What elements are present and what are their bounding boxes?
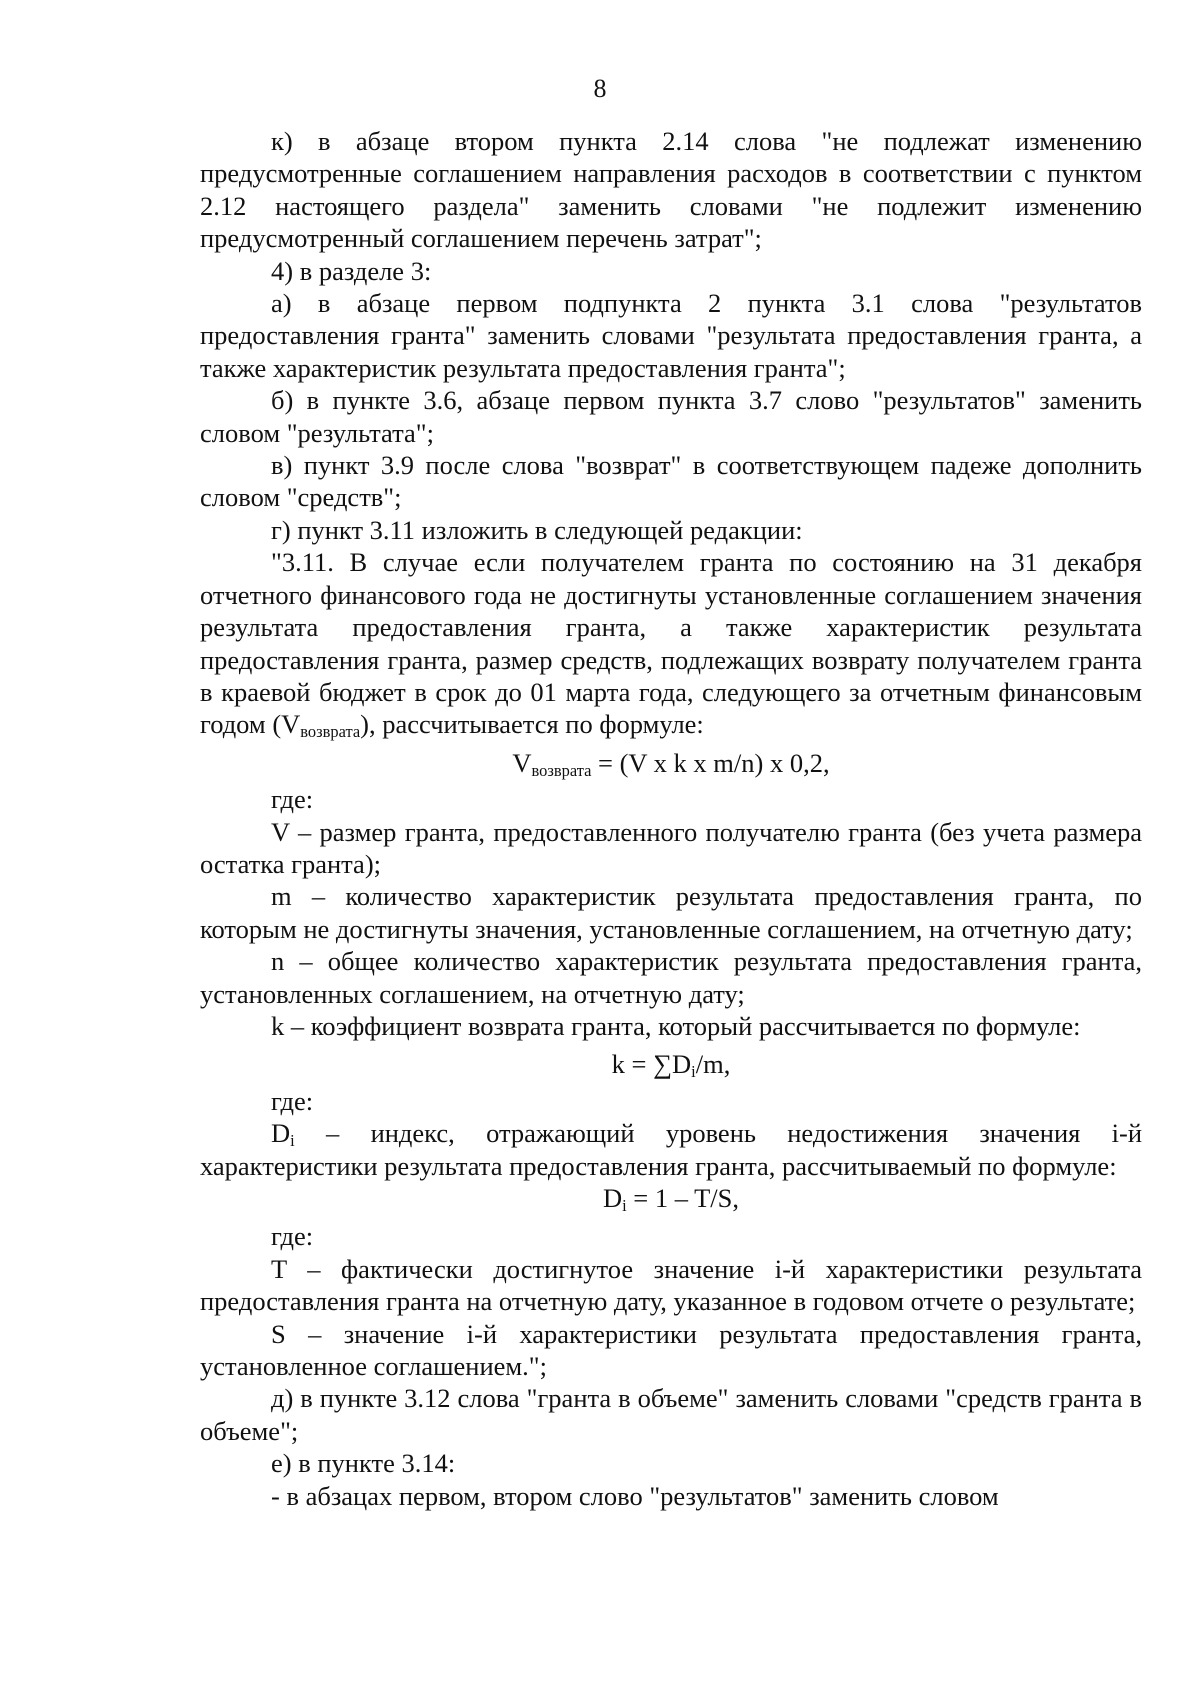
paragraph-section-3: 4) в разделе 3:	[271, 255, 432, 286]
paragraph-e-dash: - в абзацах первом, втором слово "результатов" заменить словом	[271, 1480, 999, 1511]
paragraph-g: г) пункт 3.11 изложить в следующей редакции:	[271, 514, 803, 545]
subscript-vozvrata: возврата	[300, 722, 361, 742]
definition-t: T – фактически достигнутое значение i-й характеристики результата предоставления гранта на отчетную дату, указанное в годовом отчете о результате;	[200, 1253, 1142, 1317]
definition-di-text: – индекс, отражающий уровень недостижения значения i-й характеристики результата предоставления гранта, рассчитываемый по формуле:	[200, 1118, 1142, 1181]
formula-di-sub: i	[622, 1196, 627, 1216]
formula-v-return	[200, 747, 1142, 779]
paragraph-3-11	[200, 546, 1142, 740]
definition-m: m – количество характеристик результата предоставления гранта, по которым не достигнуты значения, установленные соглашением, на отчетную дату;	[200, 881, 1142, 944]
document-body	[200, 125, 1142, 1512]
paragraph-b: б) в пункте 3.6, абзаце первом пункта 3.7 слово "результатов" заменить словом "результата";	[200, 385, 1142, 448]
definition-di-sub: i	[290, 1131, 295, 1151]
paragraph-3-11-text: "3.11. В случае если получателем гранта по состоянию на 31 декабря отчетного финансового года не достигнуты установленные соглашением значения результата предоставления гранта, а также характеристик результата предоставления гранта, размер средств, подлежащих возврату получателем гранта в краевой бюджет в срок до 01 марта года, следующего за отчетным финансовым годом (V	[200, 547, 1142, 740]
formula-k-left: k = ∑D	[611, 1049, 692, 1080]
formula-k-right: /m,	[695, 1049, 731, 1080]
definition-s: S – значение i-й характеристики результата предоставления гранта, установленное соглашением.";	[200, 1318, 1142, 1382]
paragraph-e: е) в пункте 3.14:	[271, 1448, 456, 1479]
paragraph-v: в) пункт 3.9 после слова "возврат" в соответствующем падеже дополнить словом "средств";	[200, 450, 1142, 513]
formula-v-return-right: = (V x k x m/n) x 0,2,	[591, 747, 830, 778]
paragraph-k: к) в абзаце втором пункта 2.14 слова "не подлежат изменению предусмотренные соглашением направления расходов в соответствии с пунктом 2.12 настоящего раздела" заменить словами "не подлежит изменению предусмотренный соглашением перечень затрат";	[200, 126, 1142, 254]
paragraph-3-11-end: ), рассчитывается по формуле:	[360, 709, 704, 740]
where-label-1: где:	[271, 784, 314, 815]
definition-di	[200, 1117, 1142, 1182]
paragraph-a: а) в абзаце первом подпункта 2 пункта 3.1 слова "результатов предоставления гранта" заменить словами "результата предоставления гранта, а также характеристик результата предоставления гранта";	[200, 288, 1142, 383]
definition-n: n – общее количество характеристик результата предоставления гранта, установленных соглашением, на отчетную дату;	[200, 946, 1142, 1009]
formula-di-left: D	[602, 1183, 623, 1213]
where-label-3: где:	[271, 1221, 314, 1252]
formula-di-right: = 1 – T/S,	[626, 1183, 740, 1213]
page-number: 8	[593, 74, 607, 103]
definition-v: V – размер гранта, предоставленного получателю гранта (без учета размера остатка гранта);	[200, 816, 1142, 879]
formula-v-return-left: V	[512, 747, 532, 778]
definition-k: k – коэффициент возврата гранта, который рассчитывается по формуле:	[271, 1010, 1081, 1041]
where-label-2: где:	[271, 1085, 314, 1116]
formula-v-return-sub: возврата	[531, 760, 592, 780]
formula-di	[200, 1182, 1142, 1214]
definition-di-symbol: D	[271, 1118, 291, 1149]
paragraph-d: д) в пункте 3.12 слова "гранта в объеме" заменить словами "средств гранта в объеме";	[200, 1383, 1142, 1446]
formula-k-sub: i	[691, 1062, 696, 1082]
formula-k	[200, 1048, 1142, 1080]
